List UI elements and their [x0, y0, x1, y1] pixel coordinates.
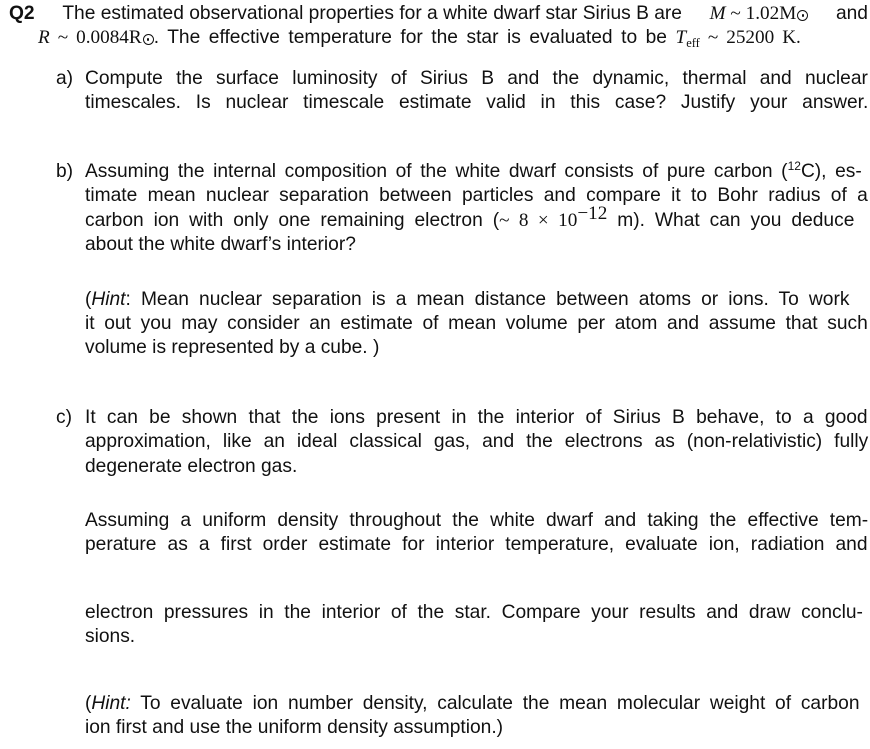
- hint-open-paren: (: [85, 289, 92, 310]
- sim-symbol: ~: [57, 27, 69, 48]
- mass-expression: [710, 2, 809, 26]
- bohr-radius-value: ~ 8 × 10: [499, 210, 578, 231]
- part-a-line-1: Compute the surface luminosity of Sirius B and the dynamic, thermal and nuclear: [85, 68, 868, 89]
- q2-line-1: [9, 2, 868, 26]
- part-c-paragraph-3-line-2: sions.: [85, 626, 136, 647]
- part-b-line-3: [85, 203, 855, 233]
- part-b-line-1-text: Assuming the internal composition of the white dwarf consists of pure carbon (: [85, 161, 788, 182]
- temperature-symbol: T: [675, 27, 687, 48]
- q2-line-2: [38, 26, 801, 50]
- temperature-value: 25200 K.: [726, 27, 801, 48]
- hint-open-paren: (: [85, 693, 92, 714]
- question-label: Q2: [9, 3, 35, 24]
- part-c-hint-line-2: ion first and use the uniform density assumption.): [85, 717, 504, 738]
- part-a-line-2: timescales. Is nuclear timescale estimate valid in this case? Justify your answer.: [85, 92, 869, 113]
- part-b-line-3-end: m). What can you deduce: [607, 210, 855, 231]
- part-b-line-3-text: carbon ion with only one remaining electron (: [85, 210, 500, 231]
- mass-value: 1.02M: [745, 3, 797, 24]
- part-c-paragraph-3-line-1: electron pressures in the interior of the star. Compare your results and draw conclu-: [85, 602, 863, 623]
- hint-text: : Mean nuclear separation is a mean distance between atoms or ions. To work: [125, 289, 850, 310]
- temperature-expression: [676, 27, 801, 48]
- part-c-paragraph-2-line-1: Assuming a uniform density throughout the white dwarf and taking the effective tem-: [85, 510, 869, 531]
- part-b-line-1: [85, 160, 862, 184]
- part-c-line-2: approximation, like an ideal classical gas, and the electrons as (non-relativistic) fully: [85, 431, 869, 452]
- q2-temperature-text: . The effective temperature for the star is evaluated to be: [153, 27, 667, 48]
- part-c-label: c): [56, 407, 72, 428]
- sim-symbol: ~: [707, 27, 719, 48]
- part-b-line-1-end: C), es-: [800, 161, 862, 182]
- sim-symbol: ~: [730, 3, 741, 24]
- hint-label: Hint: [91, 289, 126, 310]
- solar-mass-symbol: [797, 10, 808, 21]
- mass-symbol: M: [709, 3, 726, 24]
- part-c-line-3: degenerate electron gas.: [85, 456, 298, 477]
- temperature-subscript: eff: [686, 36, 700, 50]
- hint-text: To evaluate ion number density, calculate the mean molecular weight of carbon: [130, 693, 860, 714]
- isotope-superscript: 12: [787, 159, 801, 173]
- part-b-line-4: about the white dwarf’s interior?: [85, 234, 356, 255]
- part-c-paragraph-2-line-2: perature as a first order estimate for interior temperature, evaluate ion, radiation and: [85, 534, 868, 555]
- part-b-hint-line-1: [85, 288, 849, 312]
- radius-value: 0.0084R: [76, 27, 142, 48]
- part-b-label: b): [56, 161, 74, 182]
- bohr-radius-exponent: −12: [577, 203, 608, 224]
- and-word: and: [835, 3, 868, 24]
- part-b-line-2: timate mean nuclear separation between particles and compare it to Bohr radius of a: [85, 185, 868, 206]
- solar-radius-symbol: [143, 34, 154, 45]
- radius-expression: [38, 27, 154, 48]
- part-a-label: a): [56, 68, 74, 89]
- radius-symbol: R: [38, 27, 50, 48]
- part-c-hint-line-1: [85, 692, 860, 716]
- hint-label: Hint:: [91, 693, 131, 714]
- q2-intro-text: The estimated observational properties for a white dwarf star Sirius B are: [62, 3, 682, 24]
- part-b-hint-line-2: it out you may consider an estimate of mean volume per atom and assume that such: [85, 313, 868, 334]
- part-c-line-1: It can be shown that the ions present in the interior of Sirius B behave, to a good: [85, 407, 868, 428]
- part-b-hint-line-3: volume is represented by a cube. ): [85, 337, 380, 358]
